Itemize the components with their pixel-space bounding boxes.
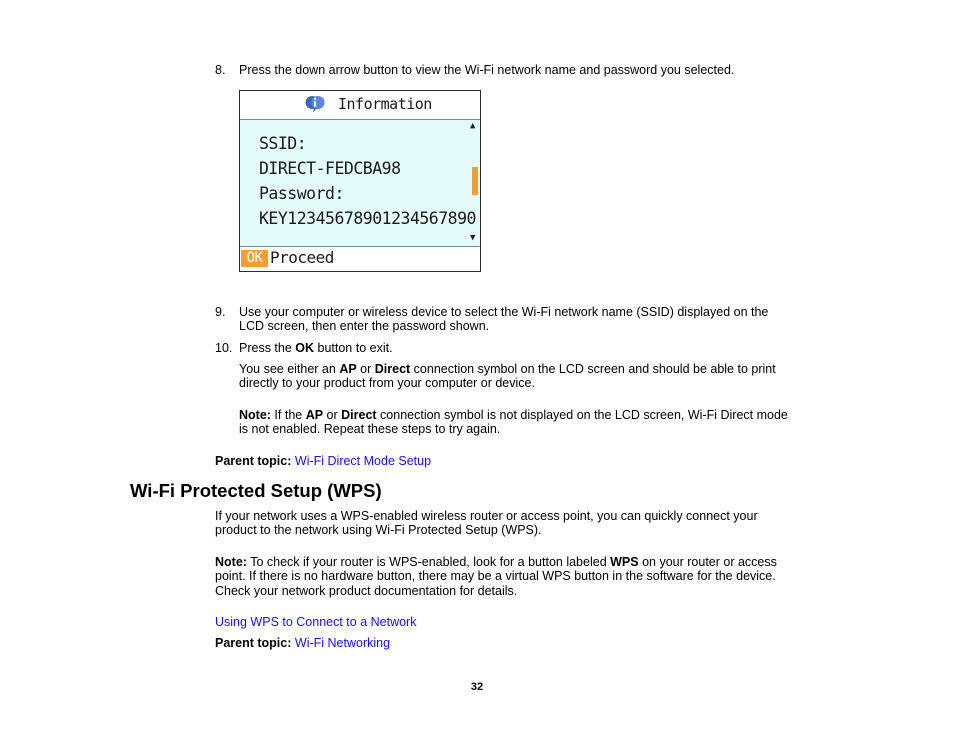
ssid-label: SSID: xyxy=(259,134,307,153)
text-run: or xyxy=(323,408,342,422)
lcd-header xyxy=(240,91,480,120)
step-text xyxy=(239,341,393,356)
proceed-label: Proceed xyxy=(270,248,334,267)
password-value: KEY12345678901234567890 xyxy=(259,209,476,228)
step-text-line-2: LCD screen, then enter the password shown. xyxy=(239,319,490,333)
wifi-direct-mode-setup-link[interactable]: Wi-Fi Direct Mode Setup xyxy=(294,454,432,468)
text-run: connection symbol on the LCD screen and should be able to print xyxy=(410,362,776,376)
text-run: button to exit. xyxy=(314,341,393,355)
ok-button-badge: OK xyxy=(241,250,268,267)
scroll-thumb xyxy=(472,167,478,195)
ap-term: AP xyxy=(339,362,357,376)
intro-line-2: product to the network using Wi-Fi Protected Setup (WPS). xyxy=(215,523,542,537)
scroll-down-arrow-icon: ▼ xyxy=(470,233,475,243)
step-text-line-1: Use your computer or wireless device to select the Wi-Fi network name (SSID) displayed on the xyxy=(239,305,769,319)
parent-topic-2 xyxy=(215,636,390,651)
step-number: 9. xyxy=(215,305,226,319)
paragraph-line-1 xyxy=(239,362,776,377)
note-line-3: Check your network product documentation for details. xyxy=(215,584,518,598)
ok-button-name: OK xyxy=(295,341,315,355)
text-run: Press the xyxy=(239,341,296,355)
lcd-screen xyxy=(239,90,481,272)
note-line-2: point. If there is no hardware button, there may be a virtual WPS button in the software for the device. xyxy=(215,569,776,583)
lcd-scrollbar xyxy=(470,121,480,245)
password-label: Password: xyxy=(259,184,344,203)
ap-term: AP xyxy=(305,408,324,422)
note-label: Note: xyxy=(239,408,271,422)
intro-line-1: If your network uses a WPS-enabled wireless router or access point, you can quickly connect your xyxy=(215,509,758,523)
note-label: Note: xyxy=(215,555,247,569)
paragraph-line-2: directly to your product from your computer or device. xyxy=(239,376,535,390)
ssid-value: DIRECT-FEDCBA98 xyxy=(259,159,401,178)
scroll-up-arrow-icon: ▲ xyxy=(470,121,475,131)
wifi-networking-link[interactable]: Wi-Fi Networking xyxy=(294,636,391,650)
section-heading: Wi-Fi Protected Setup (WPS) xyxy=(130,480,382,501)
parent-topic-label: Parent topic: xyxy=(215,636,292,650)
using-wps-link[interactable]: Using WPS to Connect to a Network xyxy=(215,615,417,629)
text-run: on your router or access xyxy=(638,555,777,569)
note-line-1 xyxy=(215,555,777,570)
lcd-footer xyxy=(240,246,480,271)
note-line-2: is not enabled. Repeat these steps to try again. xyxy=(239,422,501,436)
text-run: or xyxy=(356,362,375,376)
direct-term: Direct xyxy=(374,362,411,376)
text-run: You see either an xyxy=(239,362,340,376)
step-number: 8. xyxy=(215,63,226,77)
lcd-title: Information xyxy=(338,95,432,113)
direct-term: Direct xyxy=(341,408,377,422)
step-number: 10. xyxy=(215,341,233,355)
text-run: To check if your router is WPS-enabled, look for a button labeled xyxy=(246,555,611,569)
page-number: 32 xyxy=(470,681,484,693)
information-icon xyxy=(305,95,325,113)
parent-topic-1 xyxy=(215,454,431,469)
note-line-1 xyxy=(239,408,788,423)
parent-topic-label: Parent topic: xyxy=(215,454,292,468)
text-run: connection symbol is not displayed on the LCD screen, Wi-Fi Direct mode xyxy=(376,408,788,422)
wps-term: WPS xyxy=(610,555,639,569)
step-text: Press the down arrow button to view the Wi-Fi network name and password you selected. xyxy=(239,63,735,77)
text-run: If the xyxy=(270,408,306,422)
